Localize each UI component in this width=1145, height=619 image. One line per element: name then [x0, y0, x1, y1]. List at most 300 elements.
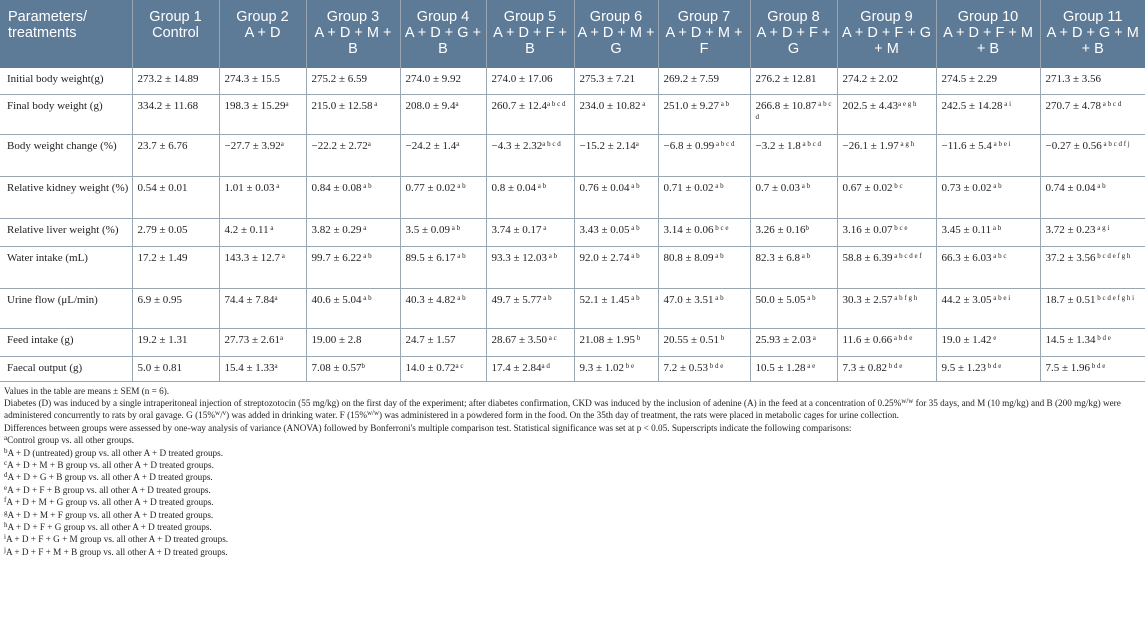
table-cell — [574, 218, 658, 246]
significance-superscript: a — [285, 99, 289, 108]
cell-value: 0.84 ± 0.08 — [311, 181, 362, 194]
significance-superscript: a b c d — [1101, 99, 1122, 108]
footnote-text: A + D + F + G group vs. all other A + D treated groups. — [7, 521, 212, 532]
cell-value: 7.3 ± 0.82 — [842, 361, 888, 374]
table-cell — [837, 246, 936, 288]
cell-value: 274.2 ± 2.02 — [842, 73, 899, 85]
cell-value: −4.3 ± 2.32 — [491, 139, 543, 152]
footnote-text: Control group vs. all other groups. — [7, 435, 134, 446]
cell-value: 274.0 ± 9.92 — [405, 73, 462, 85]
cell-value: 15.4 ± 1.33 — [224, 361, 275, 374]
table-cell — [486, 328, 574, 356]
significance-superscript: a b — [629, 181, 640, 190]
significance-superscript: a g i — [1095, 223, 1110, 232]
table-cell — [400, 68, 486, 94]
row-label: Urine flow (μL/min) — [0, 288, 132, 328]
cell-value: −15.2 ± 2.14 — [579, 139, 636, 152]
table-cell — [132, 328, 219, 356]
footnote-item — [4, 496, 1141, 508]
significance-superscript: b d e — [1090, 361, 1106, 370]
cell-value: 17.2 ± 1.49 — [137, 251, 188, 264]
table-cell — [486, 134, 574, 176]
significance-superscript: a b — [1095, 181, 1106, 190]
significance-superscript: b — [719, 333, 725, 342]
table-cell — [750, 94, 837, 134]
cell-value: 1.01 ± 0.03 — [224, 181, 275, 194]
cell-value: 3.82 ± 0.29 — [311, 223, 362, 236]
cell-value: 0.8 ± 0.04 — [491, 181, 537, 194]
table-cell — [400, 218, 486, 246]
footnote-mark: i — [4, 533, 6, 542]
table-cell — [574, 356, 658, 381]
group-treatment: A + D + F + B — [493, 25, 567, 57]
table-cell — [837, 94, 936, 134]
table-cell — [658, 328, 750, 356]
cell-value: 74.4 ± 7.84 — [224, 293, 275, 306]
footnote-item — [4, 533, 1141, 545]
significance-superscript: a c — [547, 333, 557, 342]
cell-value: 273.2 ± 14.89 — [137, 73, 199, 85]
footnote-mark: h — [4, 520, 8, 529]
column-header-group-1 — [132, 0, 219, 68]
table-cell — [219, 94, 306, 134]
footnote-mark: b — [4, 446, 8, 455]
column-header-group-2 — [219, 0, 306, 68]
table-cell — [1040, 176, 1145, 218]
significance-superscript: a — [541, 223, 547, 232]
cell-value: −22.2 ± 2.72 — [311, 139, 368, 152]
table-cell — [400, 328, 486, 356]
significance-superscript: a e — [805, 361, 816, 370]
table-cell — [306, 328, 400, 356]
cell-value: 0.73 ± 0.02 — [941, 181, 992, 194]
cell-value: 66.3 ± 6.03 — [941, 251, 992, 264]
group-treatment: A + D + F + G + M — [841, 25, 932, 57]
significance-superscript: a b — [713, 251, 724, 260]
cell-value: −6.8 ± 0.99 — [663, 139, 715, 152]
significance-superscript: a b — [450, 223, 461, 232]
significance-superscript: a b — [713, 181, 724, 190]
table-cell — [219, 176, 306, 218]
table-cell — [1040, 246, 1145, 288]
significance-superscript: a b — [541, 293, 552, 302]
table-cell — [486, 68, 574, 94]
table-cell — [486, 94, 574, 134]
cell-value: 28.67 ± 3.50 — [491, 333, 548, 346]
cell-value: 143.3 ± 12.7 — [224, 251, 281, 264]
significance-superscript: a i — [1002, 99, 1012, 108]
cell-value: 3.16 ± 0.07 — [842, 223, 893, 236]
table-cell — [936, 246, 1040, 288]
note-values: Values in the table are means ± SEM (n = 6). — [4, 385, 170, 396]
cell-value: 24.7 ± 1.57 — [405, 333, 456, 346]
significance-superscript: b c d e f g h — [1095, 251, 1131, 260]
significance-superscript: a b — [455, 251, 466, 260]
significance-superscript: a — [372, 99, 378, 108]
table-cell — [400, 288, 486, 328]
cell-value: 2.79 ± 0.05 — [137, 223, 188, 236]
table-notes — [0, 382, 1145, 559]
note-statistics: Differences between groups were assessed by one-way analysis of variance (ANOVA) followed by Bonferroni's multiple comparison test. Statistical significance was set at p < 0.05. Superscripts indicate the following comparisons: — [4, 422, 852, 433]
significance-superscript: a b c — [991, 251, 1007, 260]
significance-superscript: a b — [536, 181, 547, 190]
table-cell — [750, 356, 837, 381]
footnote-text: A + D + M + G group vs. all other A + D treated groups. — [6, 497, 214, 508]
table-cell — [1040, 218, 1145, 246]
table-cell — [219, 218, 306, 246]
footnote-text: A + D + F + G + M group vs. all other A + D treated groups. — [5, 534, 229, 545]
column-header-group-11 — [1040, 0, 1145, 68]
footnote-item — [4, 521, 1141, 533]
cell-value: 202.5 ± 4.43 — [842, 99, 899, 112]
column-header-group-9 — [837, 0, 936, 68]
significance-superscript: a b — [361, 181, 372, 190]
table-cell — [837, 356, 936, 381]
table-cell — [750, 328, 837, 356]
cell-value: 49.7 ± 5.77 — [491, 293, 542, 306]
table-cell — [219, 328, 306, 356]
significance-superscript: a — [456, 139, 460, 148]
significance-superscript: a — [361, 223, 367, 232]
table-cell — [750, 176, 837, 218]
table-cell — [219, 288, 306, 328]
cell-value: 58.8 ± 6.39 — [842, 251, 893, 264]
cell-value: 9.5 ± 1.23 — [941, 361, 987, 374]
table-cell — [658, 218, 750, 246]
significance-superscript: a b — [629, 251, 640, 260]
table-cell — [936, 68, 1040, 94]
cell-value: 0.76 ± 0.04 — [579, 181, 630, 194]
footnote-mark: a — [4, 434, 8, 443]
footnote-item — [4, 484, 1141, 496]
column-header-group-7 — [658, 0, 750, 68]
cell-value: 0.74 ± 0.04 — [1045, 181, 1096, 194]
table-cell — [219, 246, 306, 288]
cell-value: 93.3 ± 12.03 — [491, 251, 548, 264]
table-cell — [132, 218, 219, 246]
significance-superscript: a — [280, 251, 285, 260]
table-header-row — [0, 0, 1145, 68]
column-header-group-3 — [306, 0, 400, 68]
group-name: Group 4 — [416, 9, 470, 25]
note-methods: Diabetes (D) was induced by a single intraperitoneal injection of streptozotocin (55 mg/kg) on the first day of the experiment; after diabetes confirmation, CKD was induced by the inclusion of adenine (A) in the feed at a concentration of 0.25%$^{w/w}$ for 35 days, and M (10 mg/kg) and B (200 mg/kg) were administered concurrently to rats by oral gavage. G (15%$^w$/$^v$) was added in drinking water. F (15%$^{w/w}$) was administered in a powdered form in the food. On the 35th day of treatment, the rats were placed in metabolic cages for urine collection. — [4, 396, 1121, 421]
significance-superscript: a b e i — [991, 139, 1011, 148]
cell-value: 3.45 ± 0.11 — [941, 223, 992, 236]
table-cell — [1040, 328, 1145, 356]
cell-value: 30.3 ± 2.57 — [842, 293, 893, 306]
footnote-mark: j — [4, 545, 6, 554]
significance-superscript: b — [805, 223, 810, 232]
cell-value: 334.2 ± 11.68 — [137, 99, 199, 112]
significance-superscript: a b — [629, 223, 640, 232]
table-cell — [1040, 134, 1145, 176]
table-cell — [658, 176, 750, 218]
table-cell — [658, 356, 750, 381]
cell-value: 198.3 ± 15.29 — [224, 99, 286, 112]
significance-superscript: a — [274, 181, 280, 190]
cell-value: −3.2 ± 1.8 — [755, 139, 801, 152]
cell-value: −11.6 ± 5.4 — [941, 139, 992, 152]
table-cell — [750, 218, 837, 246]
table-cell — [574, 288, 658, 328]
significance-superscript: b c e — [713, 223, 729, 232]
table-cell — [486, 218, 574, 246]
table-cell — [936, 218, 1040, 246]
cell-value: 50.0 ± 5.05 — [755, 293, 806, 306]
cell-value: 40.3 ± 4.82 — [405, 293, 456, 306]
table-row — [0, 176, 1145, 218]
significance-superscript: a b — [361, 251, 372, 260]
row-label: Faecal output (g) — [0, 356, 132, 381]
significance-superscript: a b — [991, 223, 1002, 232]
cell-value: 7.5 ± 1.96 — [1045, 361, 1091, 374]
cell-value: 274.0 ± 17.06 — [491, 73, 553, 85]
footnote-item — [4, 471, 1141, 483]
table-cell — [658, 68, 750, 94]
group-name: Group 2 — [236, 9, 289, 25]
row-label: Final body weight (g) — [0, 94, 132, 134]
footnote-mark: e — [4, 483, 8, 492]
cell-value: 215.0 ± 12.58 — [311, 99, 373, 112]
group-name: Group 1 — [149, 9, 202, 25]
cell-value: 52.1 ± 1.45 — [579, 293, 630, 306]
group-treatment: Control — [152, 25, 199, 41]
table-cell — [750, 68, 837, 94]
column-header-group-8 — [750, 0, 837, 68]
table-cell — [574, 176, 658, 218]
row-label: Water intake (mL) — [0, 246, 132, 288]
table-cell — [132, 134, 219, 176]
cell-value: 0.77 ± 0.02 — [405, 181, 456, 194]
table-row — [0, 68, 1145, 94]
footnote-mark: c — [4, 458, 8, 467]
significance-superscript: a — [635, 139, 639, 148]
cell-value: 25.93 ± 2.03 — [755, 333, 812, 346]
table-cell — [837, 176, 936, 218]
row-label: Initial body weight(g) — [0, 68, 132, 94]
group-treatment: A + D + M + G — [577, 25, 655, 57]
footnote-text: A + D + M + F group vs. all other A + D treated groups. — [7, 509, 214, 520]
cell-value: 3.43 ± 0.05 — [579, 223, 630, 236]
row-label: Relative kidney weight (%) — [0, 176, 132, 218]
row-label: Body weight change (%) — [0, 134, 132, 176]
cell-value: 44.2 ± 3.05 — [941, 293, 992, 306]
cell-value: 89.5 ± 6.17 — [405, 251, 456, 264]
cell-value: 0.7 ± 0.03 — [755, 181, 801, 194]
table-cell — [306, 176, 400, 218]
significance-superscript: e — [991, 333, 997, 342]
cell-value: 3.72 ± 0.23 — [1045, 223, 1096, 236]
table-cell — [936, 356, 1040, 381]
table-cell — [1040, 288, 1145, 328]
significance-superscript: a b — [547, 251, 558, 260]
cell-value: 4.2 ± 0.11 — [224, 223, 269, 236]
footnote-text: A + D (untreated) group vs. all other A + D treated groups. — [7, 447, 224, 458]
table-cell — [400, 356, 486, 381]
table-cell — [219, 134, 306, 176]
table-cell — [936, 134, 1040, 176]
table-cell — [486, 176, 574, 218]
cell-value: 260.7 ± 12.4 — [491, 99, 548, 112]
significance-superscript: a — [367, 139, 371, 148]
significance-superscript: b c e — [892, 223, 908, 232]
table-cell — [132, 68, 219, 94]
table-cell — [400, 134, 486, 176]
significance-superscript: a b f g h — [892, 293, 918, 302]
table-cell — [658, 246, 750, 288]
cell-value: 242.5 ± 14.28 — [941, 99, 1003, 112]
table-cell — [306, 288, 400, 328]
table-cell — [1040, 356, 1145, 381]
significance-superscript: a b — [361, 293, 372, 302]
group-name: Group 10 — [957, 9, 1019, 25]
group-treatment: A + D + F + G — [756, 25, 831, 57]
cell-value: 27.73 ± 2.61 — [224, 333, 281, 346]
table-cell — [658, 288, 750, 328]
cell-value: 14.5 ± 1.34 — [1045, 333, 1096, 346]
significance-superscript: a b c d e f — [892, 251, 922, 260]
significance-superscript: b d e — [887, 361, 903, 370]
significance-superscript: a b c d — [714, 139, 735, 148]
cell-value: 5.0 ± 0.81 — [137, 361, 183, 374]
cell-value: 0.67 ± 0.02 — [842, 181, 893, 194]
row-label: Feed intake (g) — [0, 328, 132, 356]
significance-superscript: b c — [892, 181, 903, 190]
cell-value: 3.5 ± 0.09 — [405, 223, 451, 236]
group-treatment: A + D + G + B — [404, 25, 482, 57]
cell-value: 0.71 ± 0.02 — [663, 181, 714, 194]
significance-superscript: a b — [805, 293, 816, 302]
cell-value: 20.55 ± 0.51 — [663, 333, 720, 346]
cell-value: 270.7 ± 4.78 — [1045, 99, 1102, 112]
cell-value: −0.27 ± 0.56 — [1045, 139, 1102, 152]
table-cell — [219, 68, 306, 94]
table-row — [0, 356, 1145, 381]
group-treatment: A + D + M + B — [314, 25, 392, 57]
group-treatment: A + D + G + M + B — [1046, 25, 1139, 57]
table-cell — [306, 218, 400, 246]
significance-superscript: a b d e — [892, 333, 913, 342]
significance-superscript: a b — [455, 181, 466, 190]
significance-superscript: a b c d — [755, 99, 832, 121]
cell-value: 7.2 ± 0.53 — [663, 361, 709, 374]
group-treatment: A + D + M + F — [665, 25, 743, 57]
significance-superscript: a — [811, 333, 816, 342]
significance-superscript: a — [280, 333, 284, 342]
table-cell — [574, 68, 658, 94]
footnote-item — [4, 434, 1141, 446]
table-cell — [837, 134, 936, 176]
table-cell — [936, 176, 1040, 218]
significance-superscript: a b c d — [800, 139, 821, 148]
group-name: Group 7 — [677, 9, 731, 25]
significance-superscript: a e g h — [898, 99, 917, 108]
table-cell — [1040, 68, 1145, 94]
table-cell — [936, 328, 1040, 356]
significance-superscript: b d e — [1095, 333, 1111, 342]
cell-value: 276.2 ± 12.81 — [755, 73, 817, 85]
table-cell — [306, 246, 400, 288]
cell-value: 3.26 ± 0.16 — [755, 223, 806, 236]
significance-superscript: a d — [541, 361, 550, 370]
cell-value: 19.00 ± 2.8 — [311, 333, 362, 346]
table-cell — [486, 356, 574, 381]
significance-superscript: a b — [800, 181, 811, 190]
table-cell — [574, 134, 658, 176]
footnote-list — [4, 434, 1141, 558]
table-row — [0, 246, 1145, 288]
table-row — [0, 218, 1145, 246]
column-header-group-6 — [574, 0, 658, 68]
cell-value: −27.7 ± 3.92 — [224, 139, 281, 152]
significance-superscript: a b — [455, 293, 466, 302]
table-cell — [132, 94, 219, 134]
significance-superscript: a b — [713, 293, 724, 302]
cell-value: 208.0 ± 9.4 — [405, 99, 456, 112]
cell-value: 7.08 ± 0.57 — [311, 361, 362, 374]
table-cell — [132, 356, 219, 381]
group-treatment: A + D — [244, 25, 281, 41]
group-name: Group 9 — [860, 9, 913, 25]
cell-value: 269.2 ± 7.59 — [663, 73, 720, 85]
group-name: Group 3 — [326, 9, 380, 25]
table-row — [0, 288, 1145, 328]
table-cell — [750, 134, 837, 176]
cell-value: 80.8 ± 8.09 — [663, 251, 714, 264]
significance-superscript: a b c d — [542, 139, 561, 148]
table-cell — [936, 94, 1040, 134]
significance-superscript: a b — [991, 181, 1002, 190]
cell-value: 19.0 ± 1.42 — [941, 333, 992, 346]
significance-superscript: a — [455, 99, 459, 108]
cell-value: 251.0 ± 9.27 — [663, 99, 720, 112]
group-name: Group 5 — [503, 9, 557, 25]
table-cell — [837, 68, 936, 94]
significance-superscript: a b — [800, 251, 811, 260]
footnote-text: A + D + F + B group vs. all other A + D treated groups. — [7, 484, 211, 495]
cell-value: 99.7 ± 6.22 — [311, 251, 362, 264]
cell-value: 40.6 ± 5.04 — [311, 293, 362, 306]
table-cell — [306, 134, 400, 176]
significance-superscript: a g h — [898, 139, 915, 148]
significance-superscript: b — [361, 361, 366, 370]
cell-value: 17.4 ± 2.84 — [491, 361, 542, 374]
cell-value: 275.2 ± 6.59 — [311, 73, 368, 85]
table-row — [0, 134, 1145, 176]
significance-superscript: a b — [629, 293, 640, 302]
cell-value: 271.3 ± 3.56 — [1045, 73, 1102, 85]
cell-value: 9.3 ± 1.02 — [579, 361, 625, 374]
footnote-item — [4, 546, 1141, 558]
table-cell — [132, 288, 219, 328]
table-cell — [486, 246, 574, 288]
table-cell — [1040, 94, 1145, 134]
footnote-item — [4, 459, 1141, 471]
significance-superscript: a b c d f j — [1101, 139, 1130, 148]
cell-value: 3.74 ± 0.17 — [491, 223, 542, 236]
table-cell — [132, 246, 219, 288]
cell-value: 11.6 ± 0.66 — [842, 333, 893, 346]
cell-value: 10.5 ± 1.28 — [755, 361, 806, 374]
table-cell — [219, 356, 306, 381]
table-cell — [837, 288, 936, 328]
cell-value: 23.7 ± 6.76 — [137, 139, 188, 152]
group-treatment: A + D + F + M + B — [943, 25, 1033, 57]
cell-value: −24.2 ± 1.4 — [405, 139, 457, 152]
significance-superscript: a — [268, 223, 274, 232]
cell-value: −26.1 ± 1.97 — [842, 139, 899, 152]
group-name: Group 6 — [589, 9, 643, 25]
